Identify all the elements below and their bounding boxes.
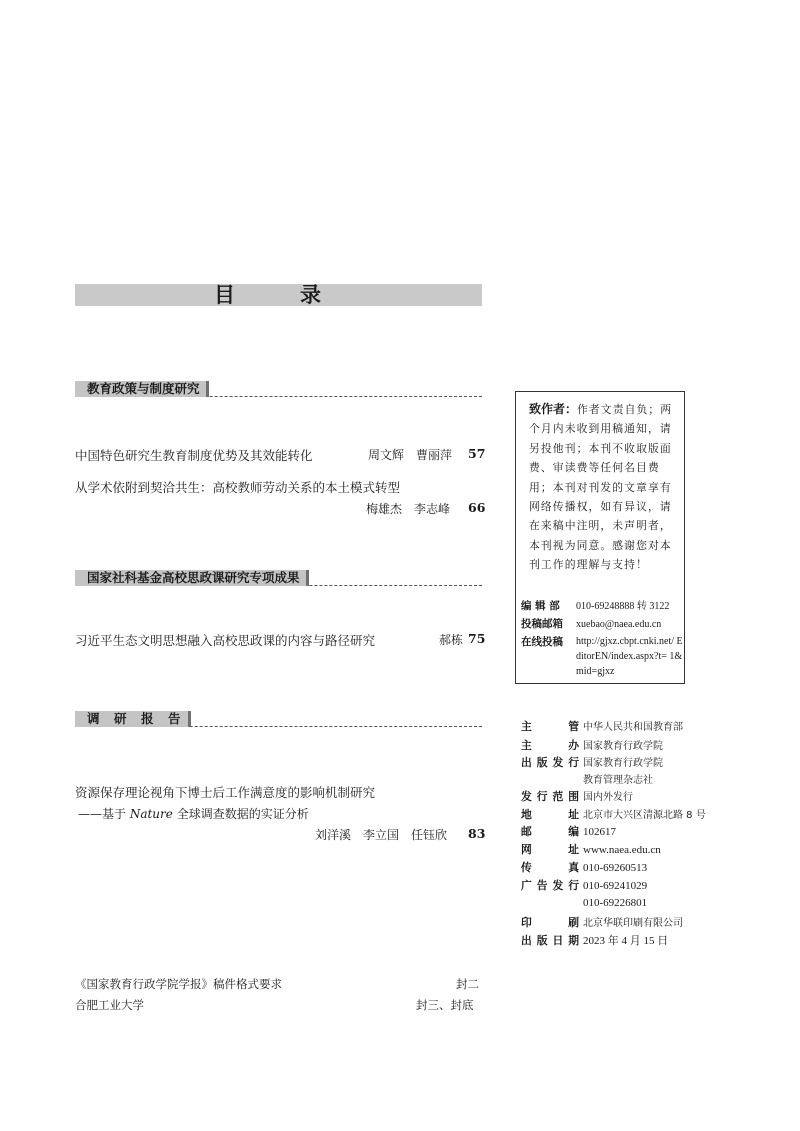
info-row: 邮编 102617: [521, 825, 616, 838]
notice-heading: 致作者：: [529, 402, 578, 416]
online-submission-url[interactable]: http://gjxz.cbpt.cnki.net/ EditorEN/index.aspx?t= 1&mid=gjxz: [576, 636, 683, 677]
article-title: 习近平生态文明思想融入高校思政课的内容与路径研究: [75, 633, 376, 648]
info-row: 主办 国家教育行政学院: [521, 739, 663, 752]
article-subtitle: ——基于 Nature 全球调查数据的实证分析: [78, 807, 309, 821]
footer-item-location: 封三、封底: [416, 998, 474, 1012]
info-row: 发行范围 国内外发行: [521, 790, 633, 803]
info-row: 出版日期 2023 年 4 月 15 日: [521, 934, 669, 947]
info-row: 教育管理杂志社: [583, 775, 653, 786]
info-row: 广告发行 010-69241029: [521, 879, 648, 892]
article-authors: 周文辉 曹丽萍: [368, 448, 453, 462]
article-title: 从学术依附到契洽共生：高校教师劳动关系的本土模式转型: [75, 480, 401, 495]
article-page: 66: [468, 500, 486, 515]
article-page: 83: [468, 826, 486, 841]
section-title: 国家社科基金高校思政课研究专项成果: [75, 570, 309, 586]
info-row: 主管 中华人民共和国教育部: [521, 720, 683, 733]
info-row: 010-69226801: [583, 897, 648, 909]
website-link[interactable]: www.naea.edu.cn: [583, 844, 661, 856]
info-row: 传真 010-69260513: [521, 861, 648, 874]
info-row: 地址 北京市大兴区清源北路 8 号: [521, 808, 706, 821]
notice-body: 作者文责自负；两个月内未收到用稿通知，请另投他刊；本刊不收取版面费、审读费等任何名目费用；本刊对刊发的文章享有网络传播权，如有异议，请在来稿中注明，未声明者，本刊视为同意。感谢您对本刊工作的理解与支持！: [529, 403, 673, 572]
article-authors: 刘洋溪 李立国 任钰欣: [315, 828, 448, 842]
article-authors: 梅雄杰 李志峰: [366, 502, 451, 516]
info-row: 网址 www.naea.edu.cn: [521, 843, 661, 856]
contact-row: 编 辑 部 010-69248888 转 3122: [521, 600, 670, 612]
section-title: 调 研 报 告: [75, 711, 191, 727]
section-header-survey-report: [75, 711, 482, 727]
contact-row: 投稿邮箱 xuebao@naea.edu.cn: [521, 618, 662, 630]
notice-text: [529, 400, 675, 575]
section-header-policy: [75, 381, 482, 397]
article-title: 中国特色研究生教育制度优势及其效能转化: [75, 448, 313, 463]
article-page: 75: [468, 631, 486, 646]
footer-item-location: 封二: [456, 977, 479, 991]
footer-item-text: 《国家教育行政学院学报》稿件格式要求: [75, 977, 282, 991]
contact-row: 在线投稿 http://gjxz.cbpt.cnki.net/ EditorEN/index.aspx?t= 1&mid=gjxz: [521, 636, 683, 677]
section-header-research-project: [75, 570, 482, 586]
toc-title: 目 录: [214, 283, 343, 307]
section-title: 教育政策与制度研究: [75, 381, 209, 397]
info-row: 出版发行 国家教育行政学院: [521, 756, 663, 769]
article-page: 57: [468, 446, 486, 461]
footer-item-text: 合肥工业大学: [75, 998, 144, 1012]
article-title: 资源保存理论视角下博士后工作满意度的影响机制研究: [75, 785, 376, 800]
article-authors: 郝栋: [439, 633, 464, 647]
info-row: 印刷 北京华联印刷有限公司: [521, 916, 683, 929]
